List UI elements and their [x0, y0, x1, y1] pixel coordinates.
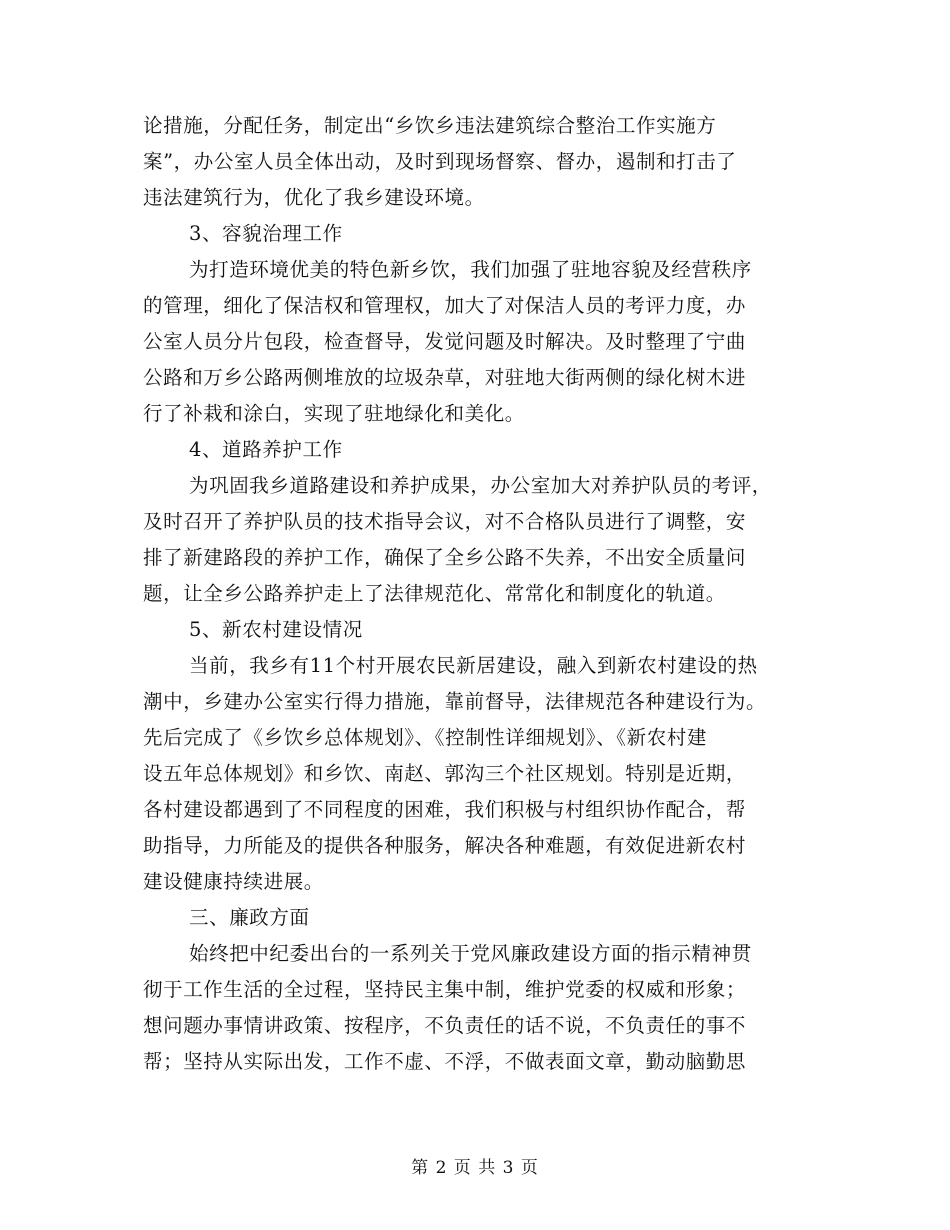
- text-line: 排了新建路段的养护工作，确保了全乡公路不失养，不出安全质量问: [143, 546, 747, 569]
- text-line: 及时召开了养护队员的技术指导会议，对不合格队员进行了调整，安: [143, 510, 747, 533]
- text-line: 帮；坚持从实际出发，工作不虚、不浮，不做表面文章，勤动脑勤思: [143, 1050, 747, 1073]
- text-line: 行了补栽和涂白，实现了驻地绿化和美化。: [143, 402, 525, 425]
- text-line: 助指导，力所能及的提供各种服务，解决各种难题，有效促进新农村: [143, 834, 747, 857]
- text-line: 设五年总体规划》和乡饮、南赵、郭沟三个社区规划。特别是近期，: [143, 762, 747, 785]
- text-line: 彻于工作生活的全过程，坚持民主集中制，维护党委的权威和形象；: [143, 978, 747, 1001]
- text-line: 为打造环境优美的特色新乡饮，我们加强了驻地容貌及经营秩序: [189, 258, 752, 281]
- text-line: 公室人员分片包段，检查督导，发觉问题及时解决。及时整理了宁曲: [143, 330, 747, 353]
- text-line: 为巩固我乡道路建设和养护成果，办公室加大对养护队员的考评，: [189, 474, 772, 497]
- text-line: 先后完成了《乡饮乡总体规划》、《控制性详细规划》、《新农村建: [143, 726, 708, 749]
- section-heading: 4、道路养护工作: [189, 438, 343, 461]
- section-heading: 5、新农村建设情况: [189, 618, 363, 641]
- text-line: 案”，办公室人员全体出动，及时到现场督察、督办，遏制和打击了: [143, 150, 737, 173]
- page-footer: 第 2 页 共 3 页: [411, 1158, 539, 1178]
- text-line: 始终把中纪委出台的一系列关于党风廉政建设方面的指示精神贯: [189, 942, 752, 965]
- text-line: 题，让全乡公路养护走上了法律规范化、常常化和制度化的轨道。: [143, 582, 726, 605]
- body-text: [143, 108, 811, 1080]
- section-heading: 三、廉政方面: [189, 906, 310, 929]
- text-line: 当前，我乡有11个村开展农民新居建设，融入到新农村建设的热: [189, 654, 758, 677]
- text-line: 违法建筑行为，优化了我乡建设环境。: [143, 186, 485, 209]
- text-line: 各村建设都遇到了不同程度的困难，我们积极与村组织协作配合，帮: [143, 798, 747, 821]
- text-line: 建设健康持续进展。: [143, 870, 324, 893]
- text-line: 潮中，乡建办公室实行得力措施，靠前督导，法律规范各种建设行为。: [143, 690, 767, 713]
- text-line: 的管理，细化了保洁权和管理权，加大了对保洁人员的考评力度，办: [143, 294, 747, 317]
- text-line: 公路和万乡公路两侧堆放的垃圾杂草，对驻地大街两侧的绿化树木进: [143, 366, 747, 389]
- text-line: 论措施，分配任务，制定出“乡饮乡违法建筑综合整治工作实施方: [143, 114, 717, 137]
- section-heading: 3、容貌治理工作: [189, 222, 343, 245]
- text-line: 想问题办事情讲政策、按程序，不负责任的话不说，不负责任的事不: [143, 1014, 747, 1037]
